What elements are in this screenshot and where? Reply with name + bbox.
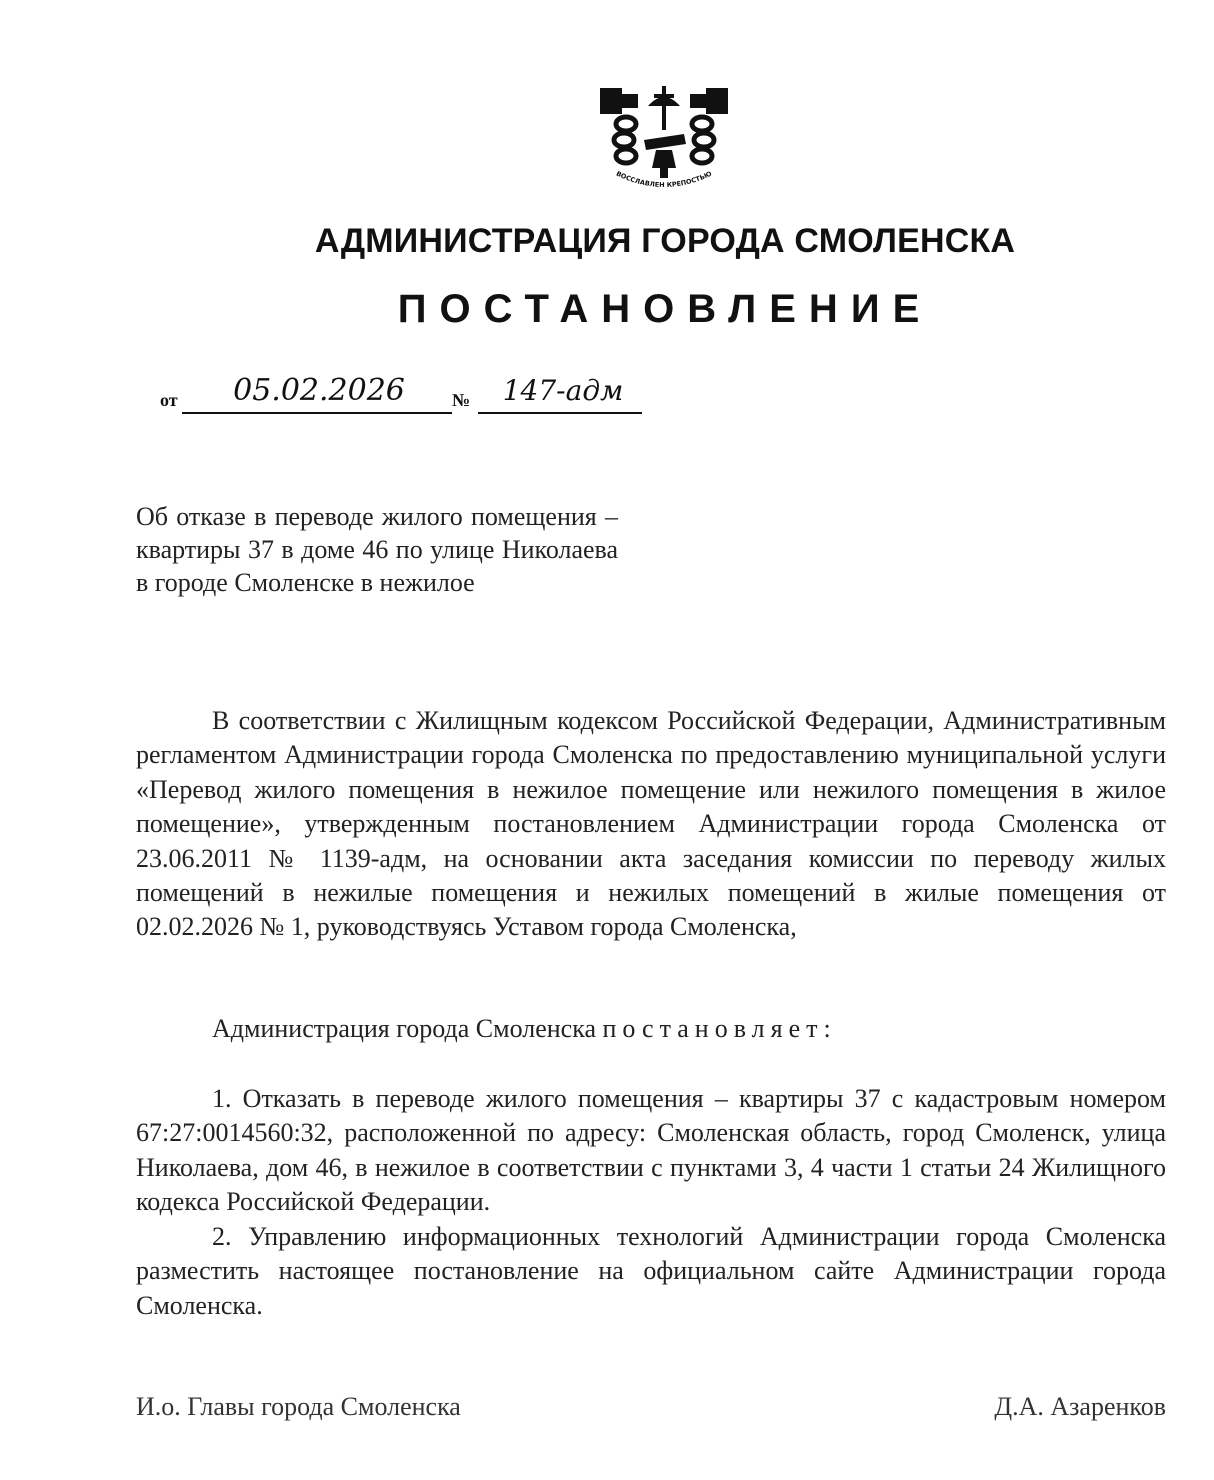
date-label: от [160,390,178,410]
organization-title: АДМИНИСТРАЦИЯ ГОРОДА СМОЛЕНСКА [314,222,1016,260]
date-underline [182,412,452,414]
signatory-position: И.о. Главы города Смоленска [136,1392,461,1421]
handwritten-number: 147-адм [502,374,624,407]
document-subject: Об отказе в переводе жилого помещения – квартиры 37 в доме 46 по улице Николаева в городе Смоленске в нежилое [136,502,618,597]
resolves-verb: постановляет: [602,1014,837,1043]
number-label: № [452,390,471,410]
resolution-item-1: 1. Отказать в переводе жилого помещения – квартиры 37 с кадастровым номером 67:27:0014560:32, расположенной по адресу: Смоленская область, город Смоленск, улица Николаева, дом 46, в нежилое в соответствии с пунктами 3, 4 части 1 статьи 24 Жилищного кодекса Российской Федерации. [136,1084,1166,1217]
resolution-item-2: 2. Управлению информационных технологий Администрации города Смоленска разместить настоящее постановление на официальном сайте Администрации города Смоленска. [136,1222,1166,1320]
coat-of-arms-emblem [596,84,732,196]
resolves-paragraph [136,1012,1166,1046]
preamble-paragraph: В соответствии с Жилищным кодексом Российской Федерации, Административным регламентом Администрации города Смоленска по предоставлению муниципальной услуги «Перевод жилого помещения в нежилое помещение или нежилого помещения в жилое помещение», утвержденным постановлением Администрации города Смоленска от 23.06.2011 № 1139-адм, на основании акта заседания комиссии по переводу жилых помещений в нежилые помещения и нежилых помещений в жилые помещения от 02.02.2026 № 1, руководствуясь Уставом города Смоленска, [136,706,1166,942]
signatory-name: Д.А. Азаренков [994,1392,1166,1421]
svg-text:ВОССЛАВЛЕН КРЕПОСТЬЮ: ВОССЛАВЛЕН КРЕПОСТЬЮ [614,169,714,190]
document-type-title: ПОСТАНОВЛЕНИЕ [397,287,933,331]
resolves-subject: Администрация города Смоленска [212,1014,596,1043]
number-underline [478,412,642,414]
registration-line [160,372,650,416]
handwritten-date: 05.02.2026 [233,373,405,408]
